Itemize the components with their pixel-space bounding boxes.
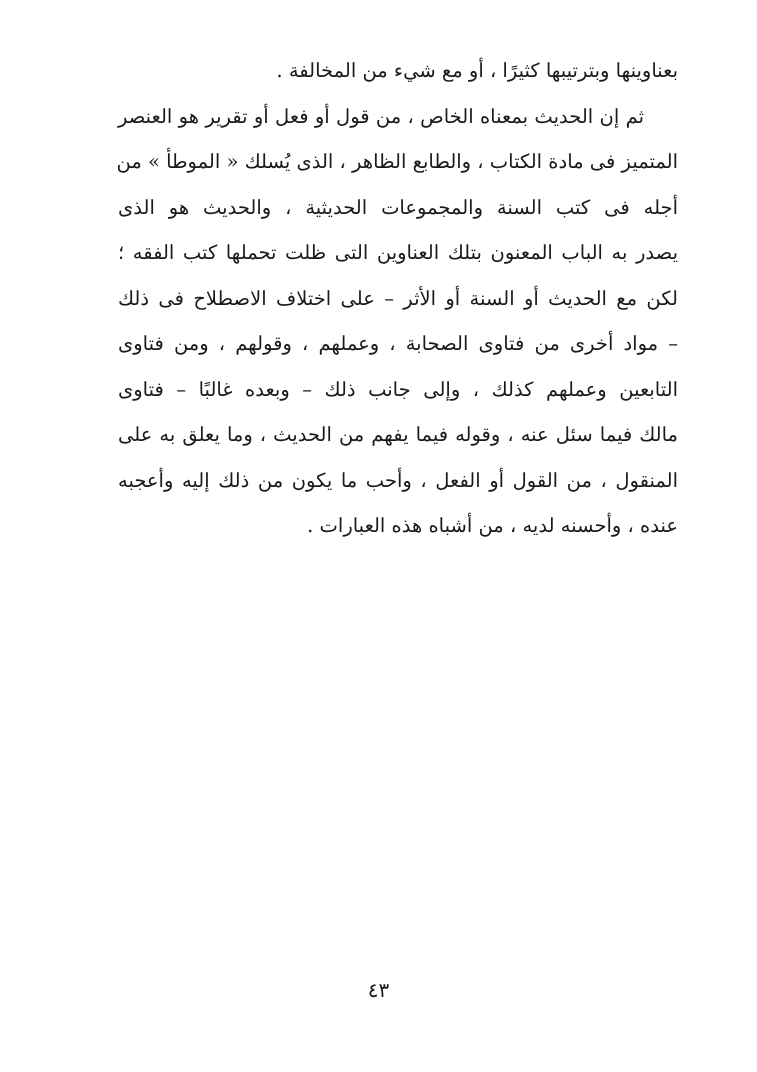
body-text bbox=[118, 48, 678, 549]
text-line: يصدر به الباب المعنون بتلك العناوين التى ظلت تحملها كتب الفقه ؛ bbox=[118, 241, 678, 264]
text-line: المنقول ، من القول أو الفعل ، وأحب ما يكون من ذلك إليه وأعجبه bbox=[118, 468, 678, 492]
text-line: المتميز فى مادة الكتاب ، والطابع الظاهر ، الذى يُسلك « الموطأ » من bbox=[116, 150, 678, 173]
text-line: ثم إن الحديث بمعناه الخاص ، من قول أو فعل أو تقرير هو العنصر bbox=[118, 104, 644, 128]
text-line: عنده ، وأحسنه لديه ، من أشباه هذه العبارات . bbox=[307, 514, 678, 537]
text-line: لكن مع الحديث أو السنة أو الأثر – على اختلاف الاصطلاح فى ذلك bbox=[118, 286, 678, 310]
page-number: ٤٣ bbox=[367, 978, 390, 1002]
text-line: أجله فى كتب السنة والمجموعات الحديثية ، والحديث هو الذى bbox=[118, 195, 678, 219]
text-line: بعناوينها وبترتيبها كثيرًا ، أو مع شيء من المخالفة . bbox=[276, 59, 678, 82]
text-line: التابعين وعملهم كذلك ، وإلى جانب ذلك – وبعده غالبًا – فتاوى bbox=[118, 377, 678, 401]
text-line: مالك فيما سئل عنه ، وقوله فيما يفهم من الحديث ، وما يعلق به على bbox=[118, 423, 678, 446]
text-line: – مواد أخرى من فتاوى الصحابة ، وعملهم ، وقولهم ، ومن فتاوى bbox=[118, 332, 678, 355]
